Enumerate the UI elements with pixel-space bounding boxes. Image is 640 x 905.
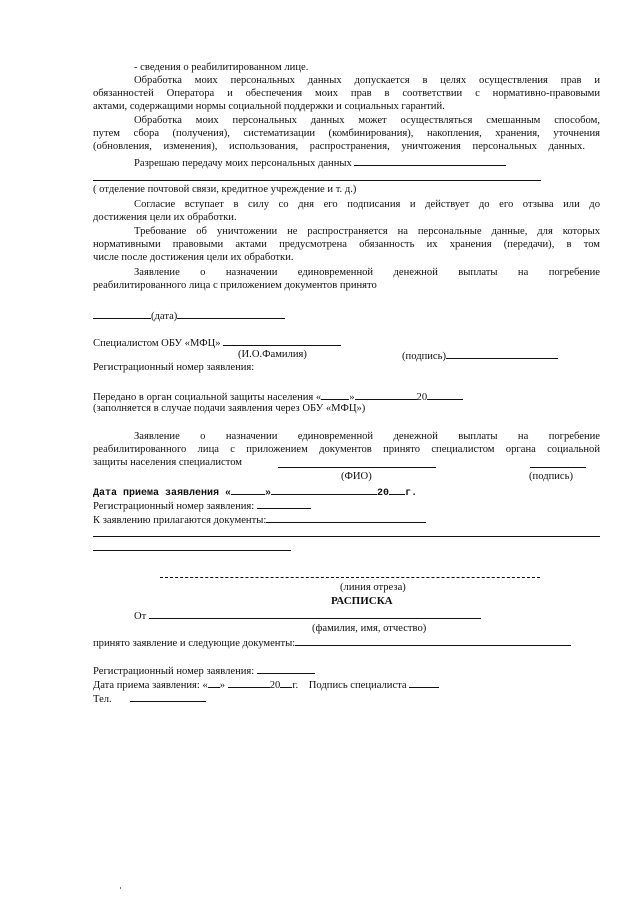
quote: » (265, 488, 272, 499)
receipt-title: РАСПИСКА (331, 595, 393, 607)
year-prefix: 20 (269, 680, 281, 691)
text-line: ( отделение почтовой связи, кредитное учреждение и т. д.) (93, 184, 357, 195)
accepted-line (93, 636, 571, 650)
attached-line (93, 513, 426, 527)
sign-line (402, 349, 558, 363)
date-label: (дата) (151, 311, 178, 322)
reg-number-label: Регистрационный номер заявления: (93, 666, 255, 677)
text-line: реабилитированного лица с приложением документов принято (93, 280, 377, 291)
phone-line (93, 692, 206, 706)
cut-line (160, 577, 540, 578)
quote: » (349, 392, 355, 403)
from-label: От (134, 611, 147, 622)
year-blank[interactable] (389, 485, 405, 495)
quote: » (219, 680, 226, 691)
fio-caption: (фамилия, имя, отчество) (312, 623, 427, 634)
date-line (93, 485, 417, 500)
sign-blank[interactable] (530, 467, 586, 468)
cut-line-caption: (линия отреза) (340, 582, 406, 593)
phone-label: Тел. (93, 694, 112, 705)
specialist-label: Специалистом ОБУ «МФЦ» (93, 338, 221, 349)
year-suffix: г. (292, 680, 299, 691)
text-line: обязанностей Оператора и обеспечения моих прав в соответствии с нормативно-правовыми (93, 88, 600, 99)
fio-caption: (ФИО) (341, 471, 372, 482)
text-line: защиты населения специалистом (93, 457, 243, 468)
fio-blank[interactable] (278, 467, 436, 468)
transferred-line (93, 390, 463, 404)
sign-blank[interactable] (409, 678, 439, 688)
reg-number-blank[interactable] (257, 664, 315, 674)
text-line: Заявление о назначении единовременной денежной выплаты на погребение (134, 267, 600, 278)
text-line: Заявление о назначении единовременной денежной выплаты на погребение (134, 431, 600, 442)
reg-number-line: Регистрационный номер заявления: (93, 362, 255, 373)
text-line: актами, содержащими нормы социальной поддержки и социальных гарантий. (93, 101, 445, 112)
sign-blank[interactable] (446, 349, 558, 359)
date-line (93, 309, 285, 323)
text-line: (обновления, изменения), использования, распространения, уничтожения персональных данных. (93, 141, 585, 152)
attached-blank[interactable] (266, 513, 426, 523)
text-line: путем сбора (получения), систематизации (комбинирования), накопления, хранения, уточнения (93, 128, 600, 139)
sign-label: Подпись специалиста (308, 680, 407, 691)
text-line: Обработка моих персональных данных может осуществляться смешанным способом, (134, 115, 600, 126)
reg-number-label: Регистрационный номер заявления: (93, 501, 255, 512)
sign-caption: (подпись) (402, 351, 446, 362)
month-blank[interactable] (271, 485, 377, 495)
day-blank[interactable] (231, 485, 265, 495)
reg-number-blank[interactable] (257, 499, 311, 509)
phone-blank[interactable] (130, 692, 206, 702)
reg-number-line (93, 664, 315, 678)
fill-line[interactable] (93, 180, 541, 181)
text-line: нормативными правовыми актами предусмотрена обязанность их хранения (передачи), в том (93, 239, 600, 250)
specialist-blank[interactable] (223, 336, 341, 346)
fill-line[interactable] (93, 550, 291, 551)
text-line: числе после достижения цели их обработки. (93, 252, 294, 263)
sign-caption: (подпись) (529, 471, 573, 482)
accepted-label: принято заявление и следующие документы: (93, 638, 296, 649)
text-line: Согласие вступает в силу со дня его подписания и действует до его отзыва или до (134, 199, 600, 210)
year-prefix: 20 (377, 488, 390, 499)
day-blank[interactable] (208, 678, 220, 688)
note-line: (заполняется в случае подачи заявления через ОБУ «МФЦ») (93, 403, 366, 414)
date-label: Дата приема заявления « (93, 488, 232, 499)
year-suffix: г. (405, 488, 418, 499)
text-line: Требование об уничтожении не распространяется на персональные данные, для которых (134, 226, 600, 237)
fio-caption: (И.О.Фамилия) (238, 349, 307, 360)
receipt-date-line (93, 678, 439, 692)
day-blank[interactable] (321, 390, 349, 400)
transferred-label: Передано в орган социальной защиты населения « (93, 392, 322, 403)
text-line: достижения цели их обработки. (93, 212, 237, 223)
date-label: Дата приема заявления: « (93, 680, 208, 691)
fill-line[interactable] (93, 536, 600, 537)
accepted-blank[interactable] (295, 636, 571, 646)
year-prefix: 20 (416, 392, 428, 403)
scan-speck (120, 887, 121, 889)
specialist-line (93, 336, 341, 350)
month-blank[interactable] (228, 678, 270, 688)
month-blank[interactable] (355, 390, 417, 400)
text-line: - сведения о реабилитированном лице. (134, 62, 309, 73)
text-line: реабилитированного лица с приложением документов принято специалистом органа социальной (93, 444, 600, 455)
from-blank[interactable] (149, 609, 481, 619)
text-line: Обработка моих персональных данных допускается в целях осуществления прав и (134, 75, 600, 86)
year-blank[interactable] (280, 678, 292, 688)
year-blank[interactable] (427, 390, 463, 400)
text-fragment: Разрешаю передачу моих персональных данных (134, 158, 352, 169)
date-blank[interactable] (93, 309, 151, 319)
attached-label: К заявлению прилагаются документы: (93, 515, 267, 526)
text-line (134, 156, 506, 170)
transfer-blank[interactable] (354, 156, 506, 166)
reg-number-line (93, 499, 311, 513)
date-blank-2[interactable] (177, 309, 285, 319)
from-line (134, 609, 481, 623)
